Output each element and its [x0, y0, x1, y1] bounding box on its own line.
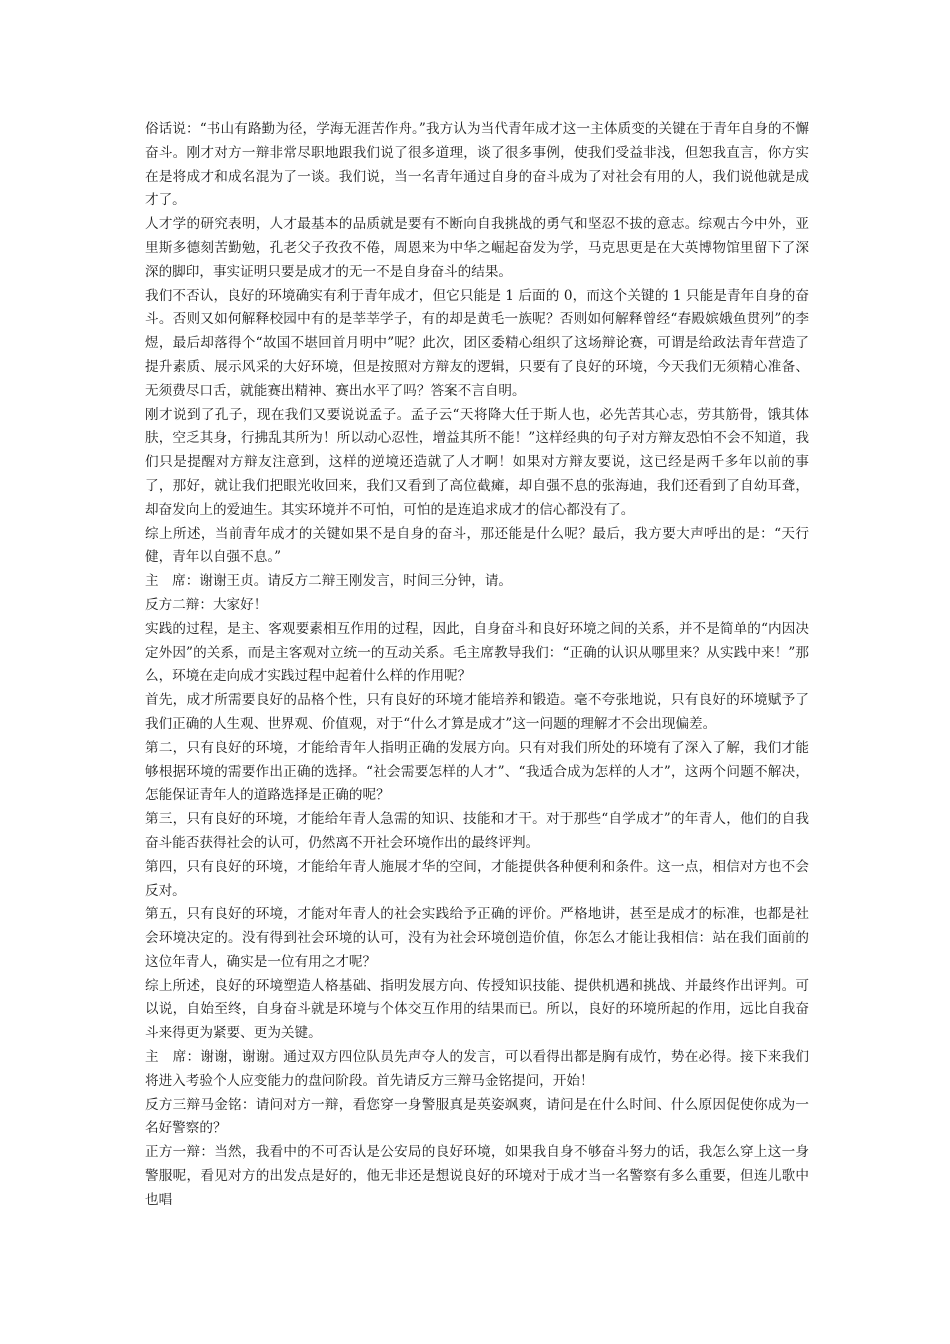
paragraph-practice-process: 实践的过程，是主、客观要素相互作用的过程，因此，自身奋斗和良好环境之间的关系，并不是简单的“内因决定外因”的关系，而是主客观对立统一的互动关系。毛主席教导我们：“正确的认识从哪里来？从实践中来！”那么，环境在走向成才实践过程中起着什么样的作用呢？	[145, 620, 809, 685]
paragraph-opening-proverb: 俗话说：“书山有路勤为径，学海无涯苦作舟。”我方认为当代青年成才这一主体质变的关键在于青年自身的不懈奋斗。刚才对方一辩非常尽职地跟我们说了很多道理，谈了很多事例，使我们受益非浅，但恕我直言，你方实在是将成才和成名混为了一谈。我们说，当一名青年通过自身的奋斗成为了对社会有用的人，我们说他就是成才了。	[145, 121, 809, 209]
paragraph-second-point: 第二，只有良好的环境，才能给青年人指明正确的发展方向。只有对我们所处的环境有了深入了解，我们才能够根据环境的需要作出正确的选择。“社会需要怎样的人才”、“我适合成为怎样的人才”，这两个问题不解决，怎能保证青年人的道路选择是正确的呢？	[145, 739, 809, 804]
paragraph-negative-third-question: 反方三辩马金铭：请问对方一辩，看您穿一身警服真是英姿飒爽，请问是在什么时间、什么原因促使你成为一名好警察的？	[145, 1096, 809, 1137]
paragraph-first-point: 首先，成才所需要良好的品格个性，只有良好的环境才能培养和锻造。毫不夸张地说，只有良好的环境赋予了我们正确的人生观、世界观、价值观，对于“什么才算是成才”这一问题的理解才不会出现偏差。	[145, 692, 809, 732]
paragraph-talent-research: 人才学的研究表明，人才最基本的品质就是要有不断向自我挑战的勇气和坚忍不拔的意志。综观古今中外，亚里斯多德刻苦勤勉，孔老父子孜孜不倦，周恩来为中华之崛起奋发为学，马克思更是在大英博物馆里留下了深深的脚印，事实证明只要是成才的无一不是自身奋斗的结果。	[145, 216, 809, 280]
paragraph-summary-affirmative: 综上所述，当前青年成才的关键如果不是自身的奋斗，那还能是什么呢？最后，我方要大声呼出的是：“天行健，青年以自强不息。”	[145, 525, 809, 566]
paragraph-chair-2: 主 席：谢谢，谢谢。通过双方四位队员先声夺人的发言，可以看得出都是胸有成竹，势在必得。接下来我们将进入考验个人应变能力的盘问阶段。首先请反方三辩马金铭提问，开始！	[145, 1049, 809, 1089]
paragraph-negative-second-greeting: 反方二辩：大家好！	[145, 596, 268, 613]
paragraph-third-point: 第三，只有良好的环境，才能给年青人急需的知识、技能和才干。对于那些“自学成才”的年青人，他们的自我奋斗能否获得社会的认可，仍然离不开社会环境作出的最终评判。	[145, 811, 809, 851]
paragraph-environment-zero: 我们不否认，良好的环境确实有利于青年成才，但它只能是 1 后面的 0，而这个关键的 1 只能是青年自身的奋斗。否则又如何解释校园中有的是莘莘学子，有的却是黄毛一族呢？否则如何解释曾经“春殿嫔娥鱼贯列”的李煜，最后却落得个“故国不堪回首月明中”呢？此次，团区委精心组织了这场辩论赛，可谓是给政法青年营造了提升素质、展示风采的大好环境，但是按照对方辩友的逻辑，只要有了良好的环境，今天我们无须精心准备、无须费尽口舌，就能赛出精神、赛出水平了吗？答案不言自明。	[145, 287, 809, 399]
paragraph-fourth-point: 第四，只有良好的环境，才能给年青人施展才华的空间，才能提供各种便利和条件。这一点，相信对方也不会反对。	[145, 858, 809, 899]
paragraph-affirmative-first-answer: 正方一辩：当然，我看中的不可否认是公安局的良好环境，如果我自身不够奋斗努力的话，我怎么穿上这一身警服呢，看见对方的出发点是好的，他无非还是想说良好的环境对于成才当一名警察有多么重要，但连儿歌中也唱	[145, 1144, 809, 1208]
paragraph-mencius: 刚才说到了孔子，现在我们又要说说孟子。孟子云“天将降大任于斯人也，必先苦其心志，劳其筋骨，饿其体肤，空乏其身，行拂乱其所为！所以动心忍性，增益其所不能！”这样经典的句子对方辩友恐怕不会不知道，我们只是提醒对方辩友注意到，这样的逆境还造就了人才啊！如果对方辩友要说，这已经是两千多年以前的事了，那好，就让我们把眼光收回来，我们又看到了高位截瘫，却自强不息的张海迪，我们还看到了自幼耳聋，却奋发向上的爱迪生。其实环境并不可怕，可怕的是连追求成才的信心都没有了。	[145, 406, 809, 518]
document-body	[145, 118, 809, 1213]
paragraph-chair-1: 主 席：谢谢王贞。请反方二辩王刚发言，时间三分钟，请。	[145, 573, 513, 590]
paragraph-fifth-point: 第五，只有良好的环境，才能对年青人的社会实践给予正确的评价。严格地讲，甚至是成才的标准，也都是社会环境决定的。没有得到社会环境的认可，没有为社会环境创造价值，你怎么才能让我相信：站在我们面前的这位年青人，确实是一位有用之才呢？	[145, 906, 809, 970]
paragraph-summary-negative: 综上所述，良好的环境塑造人格基础、指明发展方向、传授知识技能、提供机遇和挑战、并最终作出评判。可以说，自始至终，自身奋斗就是环境与个体交互作用的结果而已。所以，良好的环境所起的作用，远比自我奋斗来得更为紧要、更为关键。	[145, 977, 809, 1042]
